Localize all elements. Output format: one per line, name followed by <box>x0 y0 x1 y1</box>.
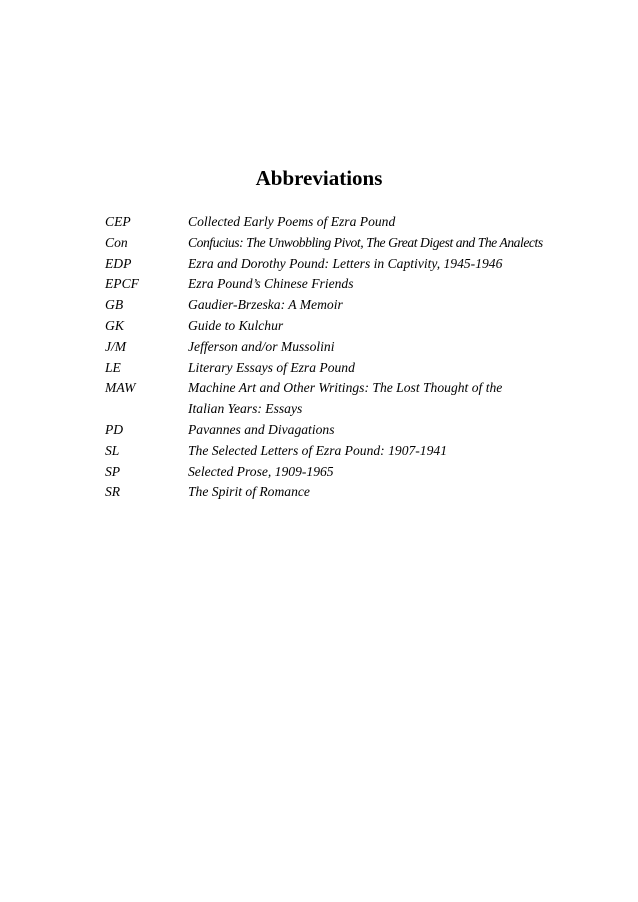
abbreviation-key: J/M <box>105 338 127 354</box>
abbreviation-entry-jm <box>105 337 605 358</box>
abbreviation-title: Selected Prose, 1909-1965 <box>188 463 334 479</box>
abbreviation-title: The Spirit of Romance <box>188 484 310 500</box>
abbreviation-entry-sp <box>105 462 605 483</box>
abbreviation-entry-edp <box>105 254 605 275</box>
abbreviation-entry-cep <box>105 212 605 233</box>
abbreviation-key: SP <box>105 463 121 479</box>
abbreviation-entry-gb <box>105 295 605 316</box>
abbreviation-key: MAW <box>105 380 136 396</box>
abbreviation-title: Gaudier-Brzeska: A Memoir <box>188 297 343 313</box>
page-title: Abbreviations <box>255 166 383 190</box>
abbreviation-title: Literary Essays of Ezra Pound <box>188 359 355 375</box>
abbreviation-title: The Selected Letters of Ezra Pound: 1907-1941 <box>188 442 447 458</box>
abbreviation-key: GK <box>105 317 124 333</box>
abbreviation-key: Con <box>105 234 128 250</box>
abbreviation-key: SR <box>105 484 121 500</box>
abbreviation-entry-con <box>105 233 605 254</box>
abbreviation-entry-gk <box>105 316 605 337</box>
abbreviation-entry-epcf <box>105 274 605 295</box>
abbreviation-entry-pd <box>105 420 605 441</box>
abbreviation-key: GB <box>105 297 124 313</box>
abbreviation-title: Collected Early Poems of Ezra Pound <box>188 214 396 229</box>
abbreviation-key: PD <box>105 421 124 437</box>
abbreviation-title: Pavannes and Divagations <box>188 421 335 437</box>
abbreviation-title: Ezra Pound’s Chinese Friends <box>188 276 354 292</box>
abbreviation-entry-sl <box>105 441 605 462</box>
abbreviation-title: Ezra and Dorothy Pound: Letters in Captivity, 1945-1946 <box>188 255 503 271</box>
abbreviation-entry-maw <box>105 378 605 420</box>
abbreviation-key: EDP <box>105 255 132 271</box>
abbreviation-key: EPCF <box>105 276 139 292</box>
abbreviation-title: Machine Art and Other Writings: The Lost Thought of the Italian Years: Essays <box>188 380 503 417</box>
abbreviation-key: LE <box>105 359 121 375</box>
abbreviation-entry-le <box>105 358 605 379</box>
abbreviation-key: SL <box>105 442 120 458</box>
abbreviation-key: CEP <box>105 214 131 229</box>
abbreviation-title: Jefferson and/or Mussolini <box>188 338 335 354</box>
abbreviation-title: Guide to Kulchur <box>188 317 284 333</box>
abbreviations-list <box>105 212 605 503</box>
abbreviation-entry-sr <box>105 482 605 503</box>
abbreviation-title: Confucius: The Unwobbling Pivot, The Great Digest and The Analects <box>188 234 543 250</box>
